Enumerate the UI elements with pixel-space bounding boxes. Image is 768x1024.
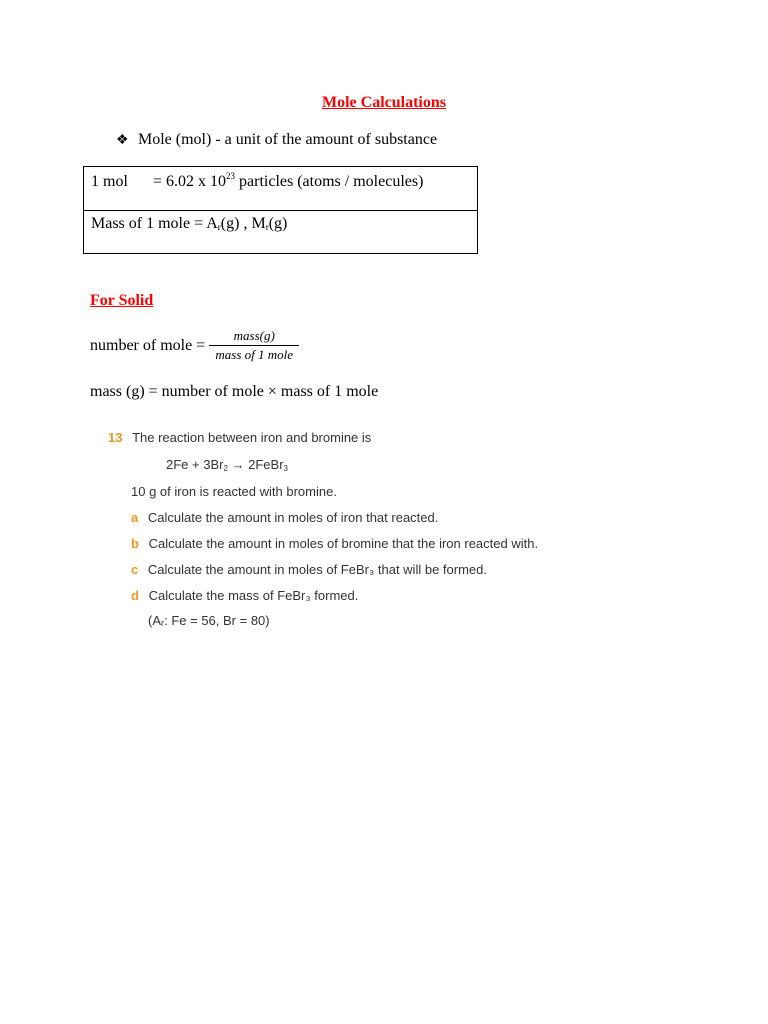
box-row-particles <box>84 167 477 211</box>
definition-line <box>116 131 437 149</box>
fraction <box>209 328 299 363</box>
mole-formula <box>90 328 299 363</box>
definition-text: Mole (mol) - a unit of the amount of substance <box>138 131 438 148</box>
definition-box <box>83 166 478 254</box>
section-heading-solid: For Solid <box>90 292 154 309</box>
box-row-mass: Mass of 1 mole = $A_r(g)$ , $M_r(g)$ <box>91 215 288 232</box>
avogadro-exponent: 23 <box>226 171 236 181</box>
avogadro-suffix: particles (atoms / molecules) <box>235 173 424 190</box>
avogadro-prefix: = 6.02 x 10 <box>153 173 227 190</box>
question-part-b: b Calculate the amount in moles of bromine that the iron reacted with. <box>131 536 539 551</box>
formula-lhs: number of mole = <box>90 336 206 354</box>
page-title: Mole Calculations <box>322 94 446 111</box>
mass-formula: mass (g) = number of mole × mass of 1 mole <box>90 383 379 400</box>
question-part-d: d Calculate the mass of FeBr₃ formed. <box>131 588 359 603</box>
fraction-numerator: mass(g) <box>209 328 299 346</box>
question-number: 13 <box>108 430 123 445</box>
fraction-denominator: mass of 1 mole <box>215 347 294 362</box>
mol-label: 1 mol <box>91 173 128 190</box>
diamond-bullet-icon: ❖ <box>116 133 129 148</box>
question-intro: The reaction between iron and bromine is <box>132 430 372 445</box>
question-given: 10 g of iron is reacted with bromine. <box>131 484 337 499</box>
question-equation: 2Fe + 3Br2 → 2FeBr3 <box>166 457 288 473</box>
question-part-c: c Calculate the amount in moles of FeBr₃ that will be formed. <box>131 562 487 577</box>
question-part-a: a Calculate the amount in moles of iron that reacted. <box>131 510 439 525</box>
question-intro-line <box>108 430 371 445</box>
question-data-note: (Aᵣ: Fe = 56, Br = 80) <box>148 613 270 628</box>
